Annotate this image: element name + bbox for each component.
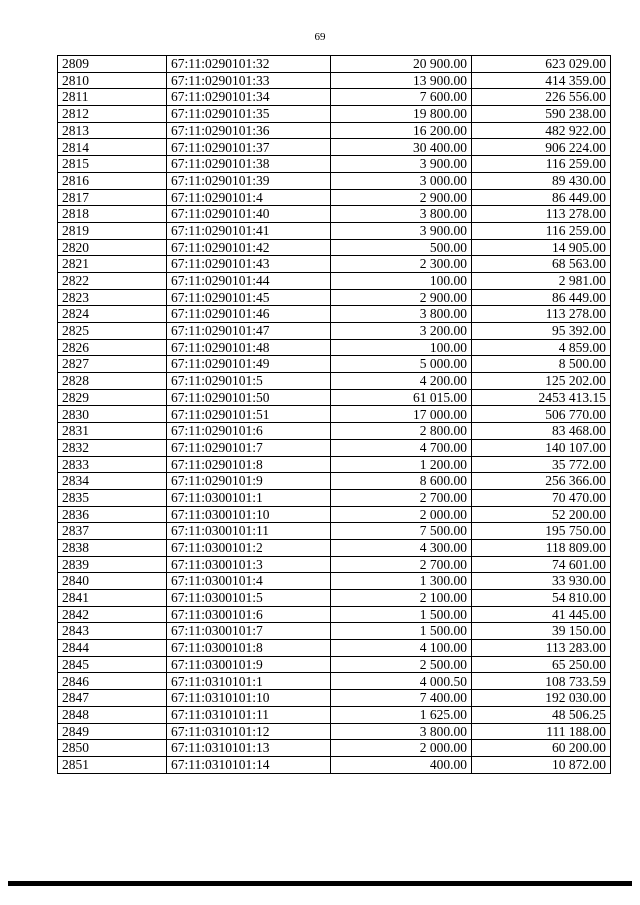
area-cell: 3 200.00 xyxy=(331,323,472,340)
table-row xyxy=(58,323,611,340)
area-cell: 7 600.00 xyxy=(331,89,472,106)
value-cell: 86 449.00 xyxy=(472,189,611,206)
row-number-cell: 2812 xyxy=(58,106,167,123)
area-cell: 3 800.00 xyxy=(331,723,472,740)
value-cell: 906 224.00 xyxy=(472,139,611,156)
row-number-cell: 2811 xyxy=(58,89,167,106)
table-row xyxy=(58,456,611,473)
area-cell: 3 800.00 xyxy=(331,206,472,223)
value-cell: 33 930.00 xyxy=(472,573,611,590)
bottom-divider xyxy=(8,881,632,886)
row-number-cell: 2836 xyxy=(58,506,167,523)
value-cell: 2 981.00 xyxy=(472,272,611,289)
cadastral-number-cell: 67:11:0290101:40 xyxy=(167,206,331,223)
area-cell: 2 500.00 xyxy=(331,656,472,673)
table-row xyxy=(58,439,611,456)
cadastral-number-cell: 67:11:0290101:37 xyxy=(167,139,331,156)
cadastral-number-cell: 67:11:0290101:51 xyxy=(167,406,331,423)
row-number-cell: 2850 xyxy=(58,740,167,757)
cadastral-number-cell: 67:11:0290101:50 xyxy=(167,389,331,406)
value-cell: 39 150.00 xyxy=(472,623,611,640)
area-cell: 3 800.00 xyxy=(331,306,472,323)
cadastral-number-cell: 67:11:0300101:6 xyxy=(167,606,331,623)
registry-table xyxy=(57,55,611,774)
value-cell: 113 283.00 xyxy=(472,640,611,657)
area-cell: 1 625.00 xyxy=(331,706,472,723)
value-cell: 41 445.00 xyxy=(472,606,611,623)
area-cell: 16 200.00 xyxy=(331,122,472,139)
cadastral-number-cell: 67:11:0290101:41 xyxy=(167,222,331,239)
row-number-cell: 2817 xyxy=(58,189,167,206)
area-cell: 2 900.00 xyxy=(331,289,472,306)
area-cell: 4 700.00 xyxy=(331,439,472,456)
cadastral-number-cell: 67:11:0290101:39 xyxy=(167,172,331,189)
value-cell: 590 238.00 xyxy=(472,106,611,123)
table-row xyxy=(58,640,611,657)
value-cell: 35 772.00 xyxy=(472,456,611,473)
value-cell: 111 188.00 xyxy=(472,723,611,740)
cadastral-number-cell: 67:11:0290101:47 xyxy=(167,323,331,340)
value-cell: 2453 413.15 xyxy=(472,389,611,406)
row-number-cell: 2846 xyxy=(58,673,167,690)
row-number-cell: 2819 xyxy=(58,222,167,239)
area-cell: 61 015.00 xyxy=(331,389,472,406)
cadastral-number-cell: 67:11:0290101:35 xyxy=(167,106,331,123)
area-cell: 1 200.00 xyxy=(331,456,472,473)
value-cell: 54 810.00 xyxy=(472,590,611,607)
table-row xyxy=(58,289,611,306)
cadastral-number-cell: 67:11:0300101:3 xyxy=(167,556,331,573)
value-cell: 256 366.00 xyxy=(472,473,611,490)
value-cell: 116 259.00 xyxy=(472,222,611,239)
table-row xyxy=(58,406,611,423)
area-cell: 2 300.00 xyxy=(331,256,472,273)
value-cell: 192 030.00 xyxy=(472,690,611,707)
area-cell: 2 100.00 xyxy=(331,590,472,607)
area-cell: 3 900.00 xyxy=(331,156,472,173)
cadastral-number-cell: 67:11:0300101:9 xyxy=(167,656,331,673)
area-cell: 8 600.00 xyxy=(331,473,472,490)
table-row xyxy=(58,222,611,239)
row-number-cell: 2842 xyxy=(58,606,167,623)
value-cell: 74 601.00 xyxy=(472,556,611,573)
area-cell: 20 900.00 xyxy=(331,56,472,73)
table-row xyxy=(58,523,611,540)
cadastral-number-cell: 67:11:0310101:11 xyxy=(167,706,331,723)
row-number-cell: 2827 xyxy=(58,356,167,373)
area-cell: 1 500.00 xyxy=(331,606,472,623)
area-cell: 30 400.00 xyxy=(331,139,472,156)
value-cell: 113 278.00 xyxy=(472,306,611,323)
table-row xyxy=(58,106,611,123)
row-number-cell: 2847 xyxy=(58,690,167,707)
table-row xyxy=(58,756,611,773)
table-row xyxy=(58,139,611,156)
table-row xyxy=(58,556,611,573)
cadastral-number-cell: 67:11:0290101:46 xyxy=(167,306,331,323)
value-cell: 83 468.00 xyxy=(472,423,611,440)
area-cell: 400.00 xyxy=(331,756,472,773)
value-cell: 125 202.00 xyxy=(472,373,611,390)
table-row xyxy=(58,272,611,289)
value-cell: 414 359.00 xyxy=(472,72,611,89)
page-number: 69 xyxy=(314,31,326,43)
cadastral-number-cell: 67:11:0290101:42 xyxy=(167,239,331,256)
area-cell: 2 700.00 xyxy=(331,489,472,506)
value-cell: 8 500.00 xyxy=(472,356,611,373)
table-row xyxy=(58,189,611,206)
table-body xyxy=(58,56,611,774)
table-row xyxy=(58,356,611,373)
area-cell: 2 000.00 xyxy=(331,740,472,757)
table-row xyxy=(58,423,611,440)
row-number-cell: 2843 xyxy=(58,623,167,640)
cadastral-number-cell: 67:11:0300101:8 xyxy=(167,640,331,657)
cadastral-number-cell: 67:11:0290101:38 xyxy=(167,156,331,173)
row-number-cell: 2821 xyxy=(58,256,167,273)
area-cell: 100.00 xyxy=(331,339,472,356)
cadastral-number-cell: 67:11:0300101:2 xyxy=(167,539,331,556)
table-row xyxy=(58,539,611,556)
table-row xyxy=(58,206,611,223)
cadastral-number-cell: 67:11:0290101:43 xyxy=(167,256,331,273)
table-row xyxy=(58,473,611,490)
row-number-cell: 2829 xyxy=(58,389,167,406)
cadastral-number-cell: 67:11:0290101:8 xyxy=(167,456,331,473)
row-number-cell: 2838 xyxy=(58,539,167,556)
table-row xyxy=(58,673,611,690)
value-cell: 116 259.00 xyxy=(472,156,611,173)
table-row xyxy=(58,172,611,189)
area-cell: 100.00 xyxy=(331,272,472,289)
area-cell: 13 900.00 xyxy=(331,72,472,89)
value-cell: 68 563.00 xyxy=(472,256,611,273)
area-cell: 2 000.00 xyxy=(331,506,472,523)
value-cell: 226 556.00 xyxy=(472,89,611,106)
value-cell: 14 905.00 xyxy=(472,239,611,256)
cadastral-number-cell: 67:11:0310101:12 xyxy=(167,723,331,740)
row-number-cell: 2835 xyxy=(58,489,167,506)
value-cell: 86 449.00 xyxy=(472,289,611,306)
row-number-cell: 2834 xyxy=(58,473,167,490)
value-cell: 89 430.00 xyxy=(472,172,611,189)
area-cell: 2 900.00 xyxy=(331,189,472,206)
cadastral-number-cell: 67:11:0310101:10 xyxy=(167,690,331,707)
table-row xyxy=(58,89,611,106)
area-cell: 1 500.00 xyxy=(331,623,472,640)
area-cell: 3 900.00 xyxy=(331,222,472,239)
value-cell: 95 392.00 xyxy=(472,323,611,340)
row-number-cell: 2851 xyxy=(58,756,167,773)
row-number-cell: 2810 xyxy=(58,72,167,89)
table-row xyxy=(58,72,611,89)
value-cell: 10 872.00 xyxy=(472,756,611,773)
cadastral-number-cell: 67:11:0290101:32 xyxy=(167,56,331,73)
value-cell: 506 770.00 xyxy=(472,406,611,423)
cadastral-number-cell: 67:11:0290101:48 xyxy=(167,339,331,356)
table-row xyxy=(58,623,611,640)
value-cell: 70 470.00 xyxy=(472,489,611,506)
table-row xyxy=(58,740,611,757)
table-row xyxy=(58,489,611,506)
row-number-cell: 2815 xyxy=(58,156,167,173)
row-number-cell: 2830 xyxy=(58,406,167,423)
value-cell: 113 278.00 xyxy=(472,206,611,223)
table-row xyxy=(58,690,611,707)
row-number-cell: 2822 xyxy=(58,272,167,289)
area-cell: 500.00 xyxy=(331,239,472,256)
table-row xyxy=(58,373,611,390)
cadastral-number-cell: 67:11:0290101:36 xyxy=(167,122,331,139)
cadastral-number-cell: 67:11:0310101:13 xyxy=(167,740,331,757)
row-number-cell: 2828 xyxy=(58,373,167,390)
area-cell: 2 700.00 xyxy=(331,556,472,573)
row-number-cell: 2844 xyxy=(58,640,167,657)
cadastral-number-cell: 67:11:0300101:11 xyxy=(167,523,331,540)
table-row xyxy=(58,156,611,173)
value-cell: 4 859.00 xyxy=(472,339,611,356)
area-cell: 4 000.50 xyxy=(331,673,472,690)
value-cell: 482 922.00 xyxy=(472,122,611,139)
value-cell: 108 733.59 xyxy=(472,673,611,690)
cadastral-number-cell: 67:11:0290101:5 xyxy=(167,373,331,390)
cadastral-number-cell: 67:11:0290101:34 xyxy=(167,89,331,106)
row-number-cell: 2837 xyxy=(58,523,167,540)
row-number-cell: 2839 xyxy=(58,556,167,573)
row-number-cell: 2840 xyxy=(58,573,167,590)
row-number-cell: 2818 xyxy=(58,206,167,223)
table-row xyxy=(58,339,611,356)
table-row xyxy=(58,122,611,139)
row-number-cell: 2841 xyxy=(58,590,167,607)
cadastral-number-cell: 67:11:0310101:14 xyxy=(167,756,331,773)
area-cell: 1 300.00 xyxy=(331,573,472,590)
table-row xyxy=(58,506,611,523)
value-cell: 52 200.00 xyxy=(472,506,611,523)
row-number-cell: 2823 xyxy=(58,289,167,306)
value-cell: 60 200.00 xyxy=(472,740,611,757)
row-number-cell: 2809 xyxy=(58,56,167,73)
cadastral-number-cell: 67:11:0290101:44 xyxy=(167,272,331,289)
table-row xyxy=(58,389,611,406)
value-cell: 65 250.00 xyxy=(472,656,611,673)
cadastral-number-cell: 67:11:0310101:1 xyxy=(167,673,331,690)
cadastral-number-cell: 67:11:0300101:10 xyxy=(167,506,331,523)
row-number-cell: 2825 xyxy=(58,323,167,340)
area-cell: 4 200.00 xyxy=(331,373,472,390)
cadastral-number-cell: 67:11:0290101:9 xyxy=(167,473,331,490)
row-number-cell: 2820 xyxy=(58,239,167,256)
row-number-cell: 2814 xyxy=(58,139,167,156)
value-cell: 623 029.00 xyxy=(472,56,611,73)
value-cell: 140 107.00 xyxy=(472,439,611,456)
row-number-cell: 2849 xyxy=(58,723,167,740)
row-number-cell: 2824 xyxy=(58,306,167,323)
row-number-cell: 2831 xyxy=(58,423,167,440)
row-number-cell: 2832 xyxy=(58,439,167,456)
area-cell: 3 000.00 xyxy=(331,172,472,189)
row-number-cell: 2813 xyxy=(58,122,167,139)
table-row xyxy=(58,590,611,607)
value-cell: 195 750.00 xyxy=(472,523,611,540)
table-row xyxy=(58,306,611,323)
area-cell: 4 100.00 xyxy=(331,640,472,657)
cadastral-number-cell: 67:11:0300101:4 xyxy=(167,573,331,590)
table-row xyxy=(58,606,611,623)
value-cell: 118 809.00 xyxy=(472,539,611,556)
area-cell: 7 500.00 xyxy=(331,523,472,540)
table-row xyxy=(58,706,611,723)
cadastral-number-cell: 67:11:0290101:49 xyxy=(167,356,331,373)
cadastral-number-cell: 67:11:0300101:5 xyxy=(167,590,331,607)
table-row xyxy=(58,256,611,273)
row-number-cell: 2848 xyxy=(58,706,167,723)
table-row xyxy=(58,656,611,673)
table-row xyxy=(58,723,611,740)
cadastral-number-cell: 67:11:0290101:7 xyxy=(167,439,331,456)
area-cell: 19 800.00 xyxy=(331,106,472,123)
value-cell: 48 506.25 xyxy=(472,706,611,723)
area-cell: 5 000.00 xyxy=(331,356,472,373)
cadastral-number-cell: 67:11:0290101:6 xyxy=(167,423,331,440)
table-row xyxy=(58,573,611,590)
table-row xyxy=(58,239,611,256)
area-cell: 2 800.00 xyxy=(331,423,472,440)
area-cell: 4 300.00 xyxy=(331,539,472,556)
row-number-cell: 2816 xyxy=(58,172,167,189)
area-cell: 17 000.00 xyxy=(331,406,472,423)
cadastral-number-cell: 67:11:0300101:7 xyxy=(167,623,331,640)
cadastral-number-cell: 67:11:0290101:33 xyxy=(167,72,331,89)
cadastral-number-cell: 67:11:0290101:45 xyxy=(167,289,331,306)
row-number-cell: 2826 xyxy=(58,339,167,356)
cadastral-number-cell: 67:11:0290101:4 xyxy=(167,189,331,206)
row-number-cell: 2833 xyxy=(58,456,167,473)
row-number-cell: 2845 xyxy=(58,656,167,673)
table-row xyxy=(58,56,611,73)
area-cell: 7 400.00 xyxy=(331,690,472,707)
cadastral-number-cell: 67:11:0300101:1 xyxy=(167,489,331,506)
